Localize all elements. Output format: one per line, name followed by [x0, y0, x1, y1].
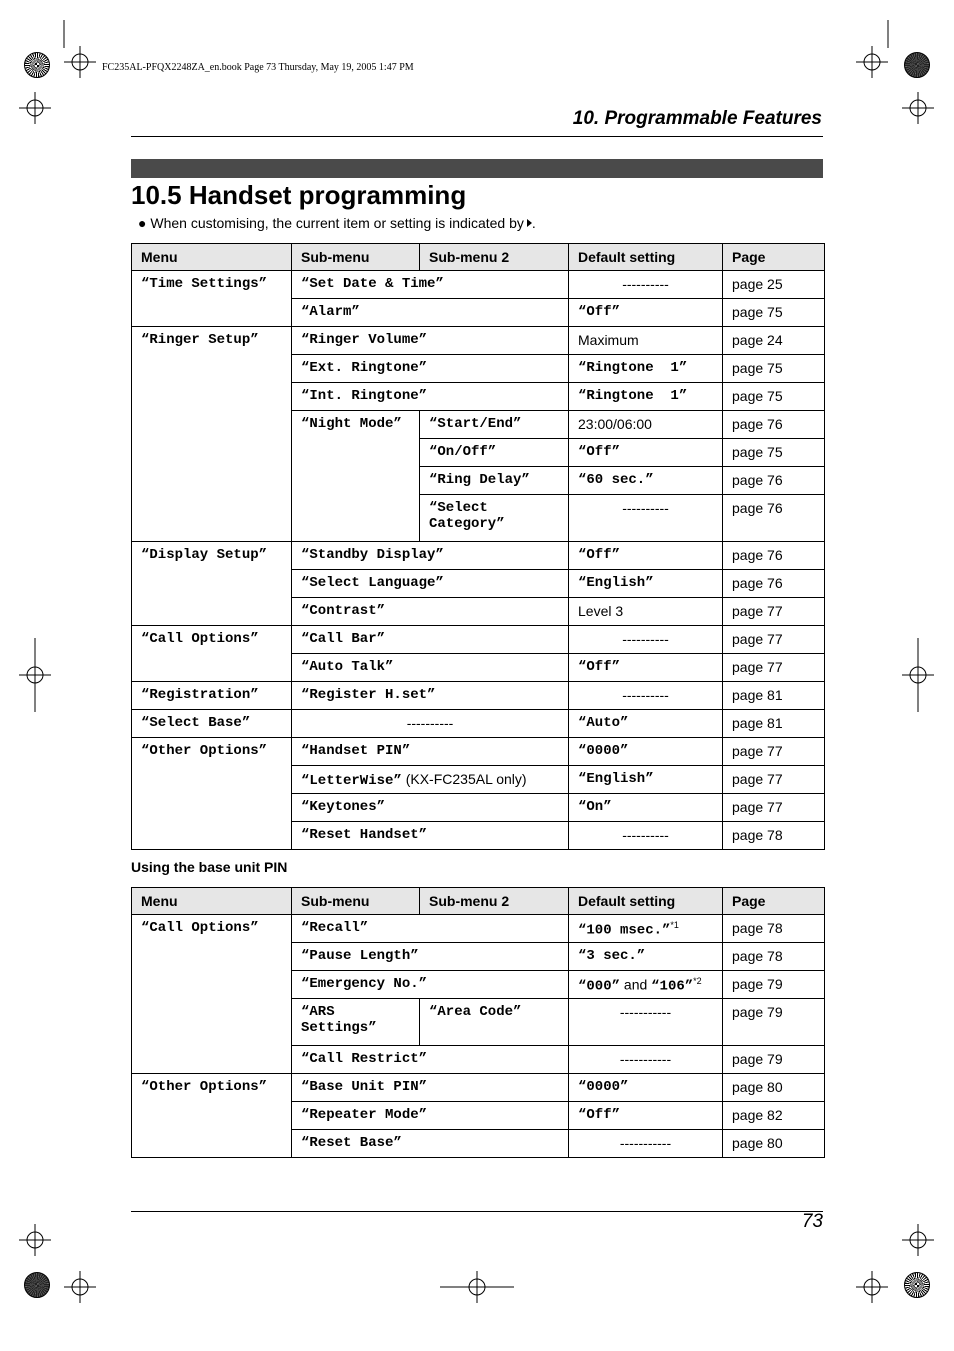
page-number: 73 [801, 1211, 823, 1232]
table-row: “LetterWise” (KX-FC235AL only) “English” page 77 [132, 766, 825, 794]
table-row: “Keytones” “On” page 77 [132, 794, 825, 822]
table-row: “ARS Settings” “Area Code” ----------- page 79 [132, 999, 825, 1046]
table-row: “Display Setup” “Standby Display” “Off” page 76 [132, 542, 825, 570]
column-header: Page [723, 244, 825, 271]
table-row: “Call Restrict” ----------- page 79 [132, 1046, 825, 1074]
column-header: Menu [132, 888, 292, 915]
column-header: Default setting [569, 244, 723, 271]
crosshair-icon [19, 638, 51, 712]
column-header: Sub-menu [292, 244, 420, 271]
crosshair-icon [64, 1271, 96, 1303]
table-row: “Registration” “Register H.set” ---------- page 81 [132, 682, 825, 710]
table-row: “Select Base” ---------- “Auto” page 81 [132, 710, 825, 738]
table-header-row [132, 888, 825, 915]
table-row: “Emergency No.” “000” and “106”$^{*2}$ page 79 [132, 971, 825, 999]
column-header: Sub-menu 2 [420, 244, 569, 271]
crosshair-icon [856, 20, 888, 78]
registration-rosette-icon [24, 52, 50, 78]
table-row: “Time Settings” “Set Date & Time” ---------- page 25 [132, 271, 825, 299]
table-row: “Other Options” “Base Unit PIN” “0000” page 80 [132, 1074, 825, 1102]
table-row: “Reset Base” ----------- page 80 [132, 1130, 825, 1158]
column-header: Sub-menu [292, 888, 420, 915]
table-row: “Ext. Ringtone” “Ringtone 1” page 75 [132, 355, 825, 383]
footer-rule [131, 1211, 823, 1212]
note-text: When customising, the current item or setting is indicated by [150, 215, 524, 231]
registration-rosette-icon [904, 1272, 930, 1298]
table-row: “Reset Handset” ---------- page 78 [132, 822, 825, 850]
column-header: Menu [132, 244, 292, 271]
table-row: “Ring Delay” “60 sec.” page 76 [132, 467, 825, 495]
table-row: “Alarm” “Off” page 75 [132, 299, 825, 327]
table-header-row [132, 244, 825, 271]
column-header: Page [723, 888, 825, 915]
section-header: 10. Programmable Features [572, 108, 822, 129]
table-row: “Repeater Mode” “Off” page 82 [132, 1102, 825, 1130]
bullet-icon: ● [138, 215, 147, 231]
crosshair-icon [902, 638, 934, 712]
table-row: “Ringer Setup” “Ringer Volume” Maximum page 24 [132, 327, 825, 355]
crosshair-icon [64, 20, 96, 78]
crosshair-icon [440, 1271, 514, 1303]
table-row: “Other Options” “Handset PIN” “0000” page 77 [132, 738, 825, 766]
crosshair-icon [856, 1271, 888, 1303]
header-rule [131, 136, 823, 137]
table-row: “Night Mode” “Start/End” 23:00/06:00 page 76 [132, 411, 825, 439]
registration-rosette-icon [904, 52, 930, 78]
table-row: “Call Options” “Call Bar” ---------- page 77 [132, 626, 825, 654]
table-row: “Contrast” Level 3 page 77 [132, 598, 825, 626]
note: ● When customising, the current item or setting is indicated by . [138, 215, 536, 231]
table-row: “Int. Ringtone” “Ringtone 1” page 75 [132, 383, 825, 411]
column-header: Sub-menu 2 [420, 888, 569, 915]
page-title: 10.5 Handset programming [131, 180, 467, 210]
crosshair-icon [19, 1224, 51, 1256]
file-header: FC235AL-PFQX2248ZA_en.book Page 73 Thursday, May 19, 2005 1:47 PM [102, 62, 414, 73]
crosshair-icon [19, 92, 51, 124]
table-row: “Auto Talk” “Off” page 77 [132, 654, 825, 682]
table-row: “Select Category” ---------- page 76 [132, 495, 825, 542]
table-row: “Pause Length” “3 sec.” page 78 [132, 943, 825, 971]
crosshair-icon [902, 92, 934, 124]
handset-programming-table [131, 243, 825, 850]
base-unit-pin-table [131, 887, 825, 1158]
crosshair-icon [902, 1224, 934, 1256]
subheading: Using the base unit PIN [131, 859, 288, 875]
column-header: Default setting [569, 888, 723, 915]
registration-rosette-icon [24, 1272, 50, 1298]
table-row: “Call Options” “Recall” “100 msec.”$^{*1}$ page 78 [132, 915, 825, 943]
table-row: “Select Language” “English” page 76 [132, 570, 825, 598]
table-row: “On/Off” “Off” page 75 [132, 439, 825, 467]
title-bar [131, 159, 823, 178]
